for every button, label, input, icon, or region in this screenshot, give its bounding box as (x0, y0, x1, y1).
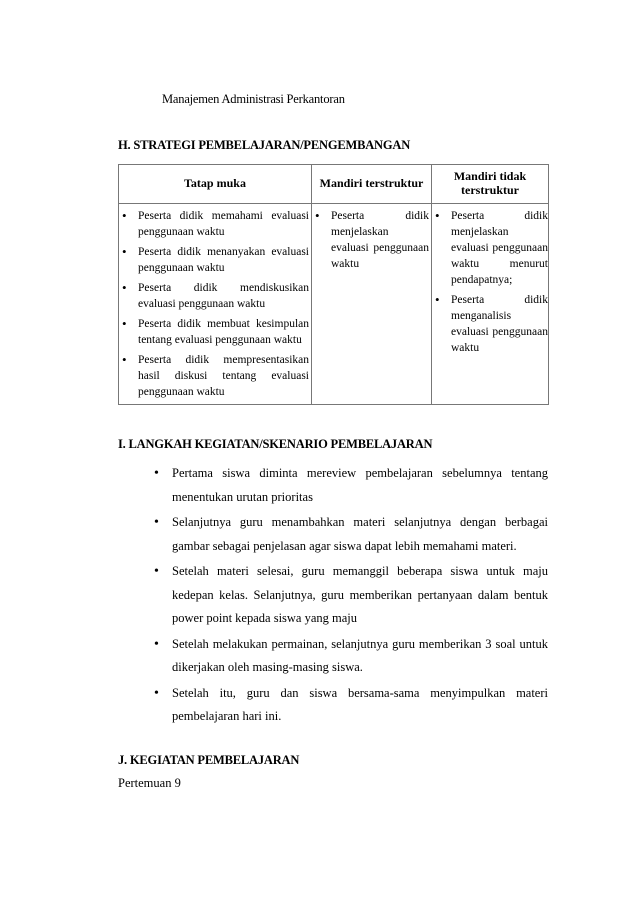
list-item: • Peserta didik menganalisis evaluasi penggunaan waktu (432, 292, 548, 356)
col-header-mandiri-tidak-terstruktur: Mandiri tidak terstruktur (432, 165, 549, 204)
section-j-heading: J. KEGIATAN PEMBELAJARAN (118, 753, 300, 767)
cell-mandiri-tidak-terstruktur (432, 204, 549, 405)
col-header-mandiri-terstruktur: Mandiri terstruktur (312, 165, 432, 204)
running-head: Manajemen Administrasi Perkantoran (162, 92, 345, 106)
list-item: • Peserta didik mempresentasikan hasil diskusi tentang evaluasi penggunaan waktu (119, 352, 311, 400)
step-item: • Setelah melakukan permainan, selanjutnya guru memberikan 3 soal untuk dikerjakan oleh masing-masing siswa. (152, 633, 548, 680)
step-item: • Selanjutnya guru menambahkan materi selanjutnya dengan berbagai gambar sebagai penjelasan agar siswa dapat lebih memahami materi. (152, 511, 548, 558)
table-row (119, 204, 549, 405)
list-item: • Peserta didik mendiskusikan evaluasi penggunaan waktu (119, 280, 311, 312)
cell-mandiri-terstruktur (312, 204, 432, 405)
table-header-row (119, 165, 549, 204)
section-i-heading: I. LANGKAH KEGIATAN/SKENARIO PEMBELAJARAN (118, 437, 433, 451)
meeting-label: Pertemuan 9 (118, 776, 181, 790)
cell-tatap-muka (119, 204, 312, 405)
step-item: • Setelah itu, guru dan siswa bersama-sama menyimpulkan materi pembelajaran hari ini. (152, 682, 548, 729)
list-item: • Peserta didik membuat kesimpulan tentang evaluasi penggunaan waktu (119, 316, 311, 348)
list-item: • Peserta didik memahami evaluasi penggunaan waktu (119, 208, 311, 240)
section-h-heading: H. STRATEGI PEMBELAJARAN/PENGEMBANGAN (118, 138, 411, 152)
list-item: • Peserta didik menjelaskan evaluasi penggunaan waktu menurut pendapatnya; (432, 208, 548, 288)
col-header-tatap-muka: Tatap muka (119, 165, 312, 204)
step-item: • Setelah materi selesai, guru memanggil beberapa siswa untuk maju kedepan kelas. Selanjutnya, guru memberikan pertanyaan dalam bentuk power point kepada siswa yang maju (152, 560, 548, 631)
list-item: • Peserta didik menanyakan evaluasi penggunaan waktu (119, 244, 311, 276)
list-item: • Peserta didik menjelaskan evaluasi penggunaan waktu (312, 208, 431, 272)
strategy-table (118, 164, 549, 405)
steps-list (152, 462, 548, 731)
step-item: • Pertama siswa diminta mereview pembelajaran sebelumnya tentang menentukan urutan prioritas (152, 462, 548, 509)
